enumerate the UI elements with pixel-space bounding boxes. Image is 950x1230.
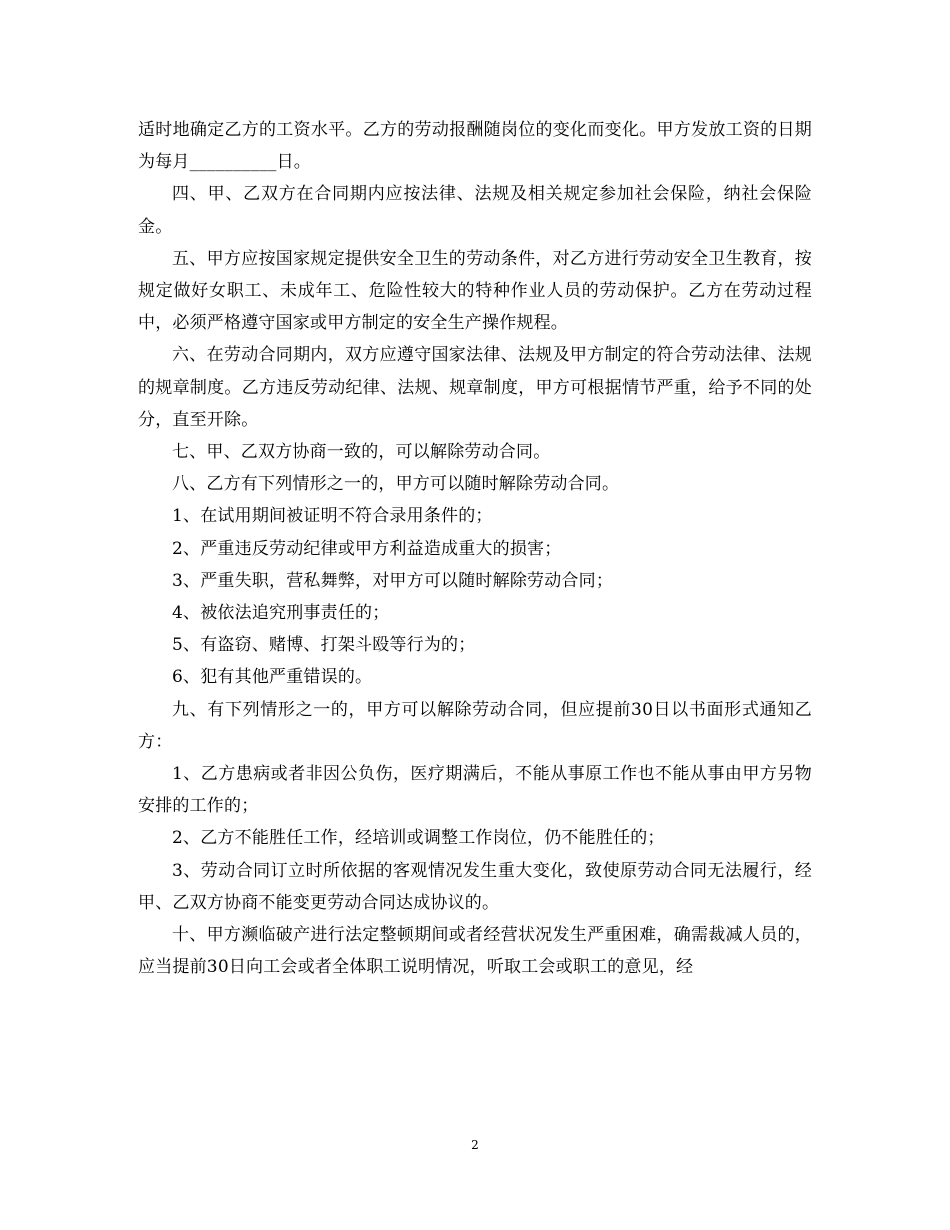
list-item-8-3: 3、严重失职，营私舞弊，对甲方可以随时解除劳动合同； [172, 570, 614, 591]
list-item-9-1: 1、乙方患病或者非因公负伤，医疗期满后，不能从事原工作也不能从事由甲方另物安排的工作的； [138, 764, 812, 817]
list-item-8-6: 6、犯有其他严重错误的。 [172, 667, 373, 688]
paragraph-clause-8: 八、乙方有下列情形之一的，甲方可以随时解除劳动合同。 [172, 474, 620, 495]
paragraph-clause-10: 十、甲方濒临破产进行法定整顿期间或者经营状况发生严重困难，确需裁减人员的，应当提前30日向工会或者全体职工说明情况，听取工会或职工的意见，经 [138, 925, 812, 978]
list-item-8-2: 2、严重违反劳动纪律或甲方利益造成重大的损害； [172, 538, 562, 559]
list-item-9-2: 2、乙方不能胜任工作，经培训或调整工作岗位，仍不能胜任的； [172, 828, 665, 849]
list-item-9-3: 3、劳动合同订立时所依据的客观情况发生重大变化，致使原劳动合同无法履行，经甲、乙双方协商不能变更劳动合同达成协议的。 [138, 860, 812, 913]
document-body [138, 114, 812, 983]
list-item-8-4: 4、被依法追究刑事责任的； [172, 603, 390, 624]
paragraph-clause-6: 六、在劳动合同期内，双方应遵守国家法律、法规及甲方制定的符合劳动法律、法规的规章制度。乙方违反劳动纪律、法规、规章制度，甲方可根据情节严重，给予不同的处分，直至开除。 [138, 345, 812, 430]
list-item-8-5: 5、有盗窃、赌博、打架斗殴等行为的； [172, 635, 476, 656]
paragraph-wage-date: 适时地确定乙方的工资水平。乙方的劳动报酬随岗位的变化而变化。甲方发放工资的日期为每月__________日。 [138, 120, 812, 173]
paragraph-clause-5: 五、甲方应按国家规定提供安全卫生的劳动条件，对乙方进行劳动安全卫生教育，按规定做好女职工、未成年工、危险性较大的特种作业人员的劳动保护。乙方在劳动过程中，必须严格遵守国家或甲方制定的安全生产操作规程。 [138, 248, 812, 334]
paragraph-clause-9: 九、有下列情形之一的，甲方可以解除劳动合同，但应提前30日以书面形式通知乙方： [138, 699, 812, 752]
page-number: 2 [471, 1138, 479, 1152]
list-item-8-1: 1、在试用期间被证明不符合录用条件的； [172, 506, 493, 527]
paragraph-clause-4: 四、甲、乙双方在合同期内应按法律、法规及相关规定参加社会保险，纳社会保险金。 [138, 184, 812, 237]
paragraph-clause-7: 七、甲、乙双方协商一致的，可以解除劳动合同。 [172, 442, 551, 463]
